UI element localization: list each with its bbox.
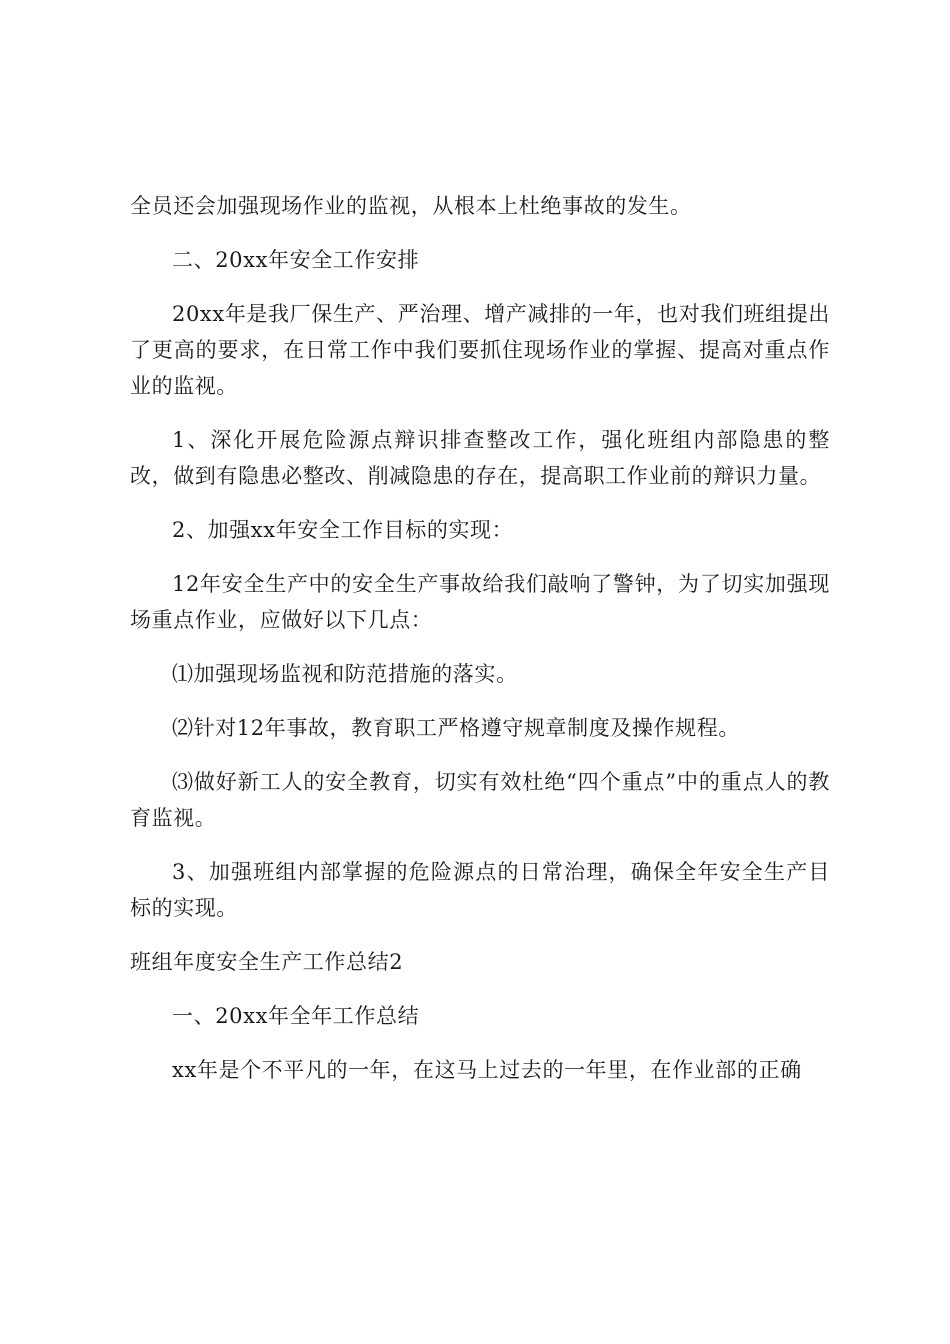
- document-body: [130, 188, 830, 1106]
- list-item: ⑴加强现场监视和防范措施的落实。: [172, 662, 518, 686]
- paragraph-text: 全员还会加强现场作业的监视，从根本上杜绝事故的发生。: [130, 194, 692, 218]
- paragraph-text: 12年安全生产中的安全生产事故给我们敲响了警钟，为了切实加强现场重点作业，应做好以下几点：: [130, 572, 830, 632]
- section-heading: 一、20xx年全年工作总结: [172, 1004, 420, 1028]
- paragraph-text: 20xx年是我厂保生产、严治理、增产减排的一年，也对我们班组提出了更高的要求，在日常工作中我们要抓住现场作业的掌握、提高对重点作业的监视。: [130, 302, 830, 398]
- list-item: ⑶做好新工人的安全教育，切实有效杜绝“四个重点”中的重点人的教育监视。: [130, 770, 830, 830]
- paragraph-text: xx年是个不平凡的一年，在这马上过去的一年里，在作业部的正确: [172, 1058, 802, 1082]
- section-heading: 二、20xx年安全工作安排: [172, 248, 420, 272]
- list-item: 3、加强班组内部掌握的危险源点的日常治理，确保全年安全生产目标的实现。: [130, 860, 830, 920]
- list-item: 2、加强xx年安全工作目标的实现：: [172, 518, 514, 542]
- document-title: 班组年度安全生产工作总结2: [130, 950, 404, 974]
- list-item: ⑵针对12年事故，教育职工严格遵守规章制度及操作规程。: [172, 716, 740, 740]
- list-item: 1、深化开展危险源点辩识排查整改工作，强化班组内部隐患的整改，做到有隐患必整改、削减隐患的存在，提高职工作业前的辩识力量。: [130, 428, 830, 488]
